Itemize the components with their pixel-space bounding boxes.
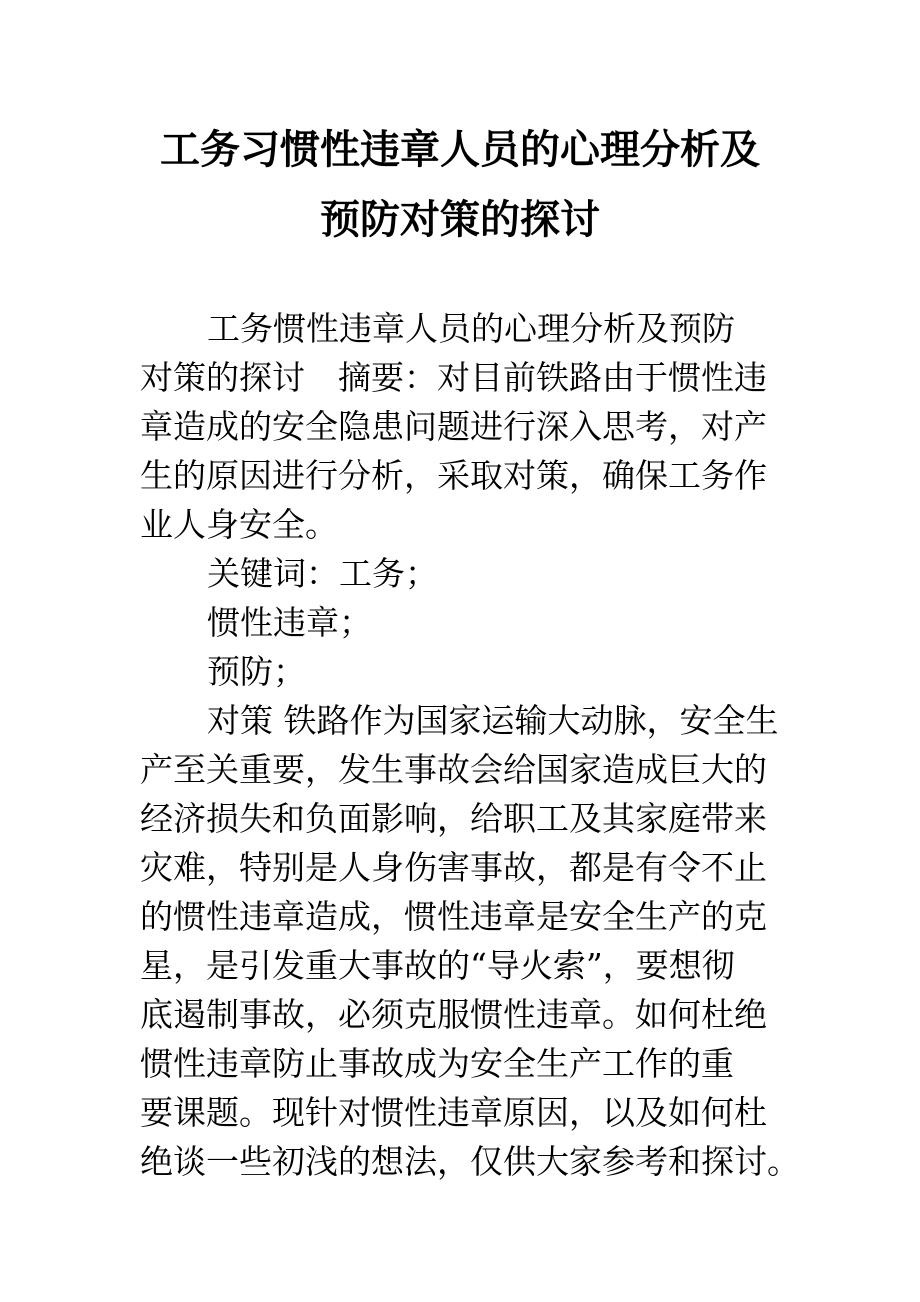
keywords-line: 关键词：工务；	[207, 554, 438, 593]
body-line-4: 生的原因进行分析，采取对策，确保工务作	[140, 456, 767, 495]
body-line-10: 产至关重要，发生事故会给国家造成巨大的	[140, 750, 767, 789]
body-line-3: 章造成的安全隐患问题进行深入思考，对产	[140, 407, 767, 446]
body-line-9: 对策 铁路作为国家运输大动脉，安全生	[207, 701, 779, 740]
body-line-13: 的惯性违章造成，惯性违章是安全生产的克	[140, 897, 767, 936]
keyword-line-2: 惯性违章；	[207, 603, 372, 642]
body-line-11: 经济损失和负面影响，给职工及其家庭带来	[140, 799, 767, 838]
body-line-14: 星，是引发重大事故的“导火索”，要想彻	[140, 946, 735, 985]
body-line-17: 要课题。现针对惯性违章原因，以及如何杜	[140, 1093, 767, 1132]
body-line-12: 灾难，特别是人身伤害事故，都是有令不止	[140, 848, 767, 887]
body-line-15: 底遏制事故，必须克服惯性违章。如何杜绝	[140, 995, 767, 1034]
body-line-5: 业人身安全。	[140, 505, 338, 544]
body-line-1: 工务惯性违章人员的心理分析及预防	[207, 309, 735, 348]
keyword-line-3: 预防；	[207, 652, 306, 691]
body-line-16: 惯性违章防止事故成为安全生产工作的重	[140, 1044, 734, 1083]
body-line-18: 绝谈一些初浅的想法，仅供大家参考和探讨。	[140, 1142, 800, 1181]
document-title-line-1: 工务习惯性违章人员的心理分析及	[160, 127, 760, 173]
document-title-line-2: 预防对策的探讨	[320, 197, 600, 243]
body-line-2: 对策的探讨 摘要：对目前铁路由于惯性违	[140, 358, 767, 397]
